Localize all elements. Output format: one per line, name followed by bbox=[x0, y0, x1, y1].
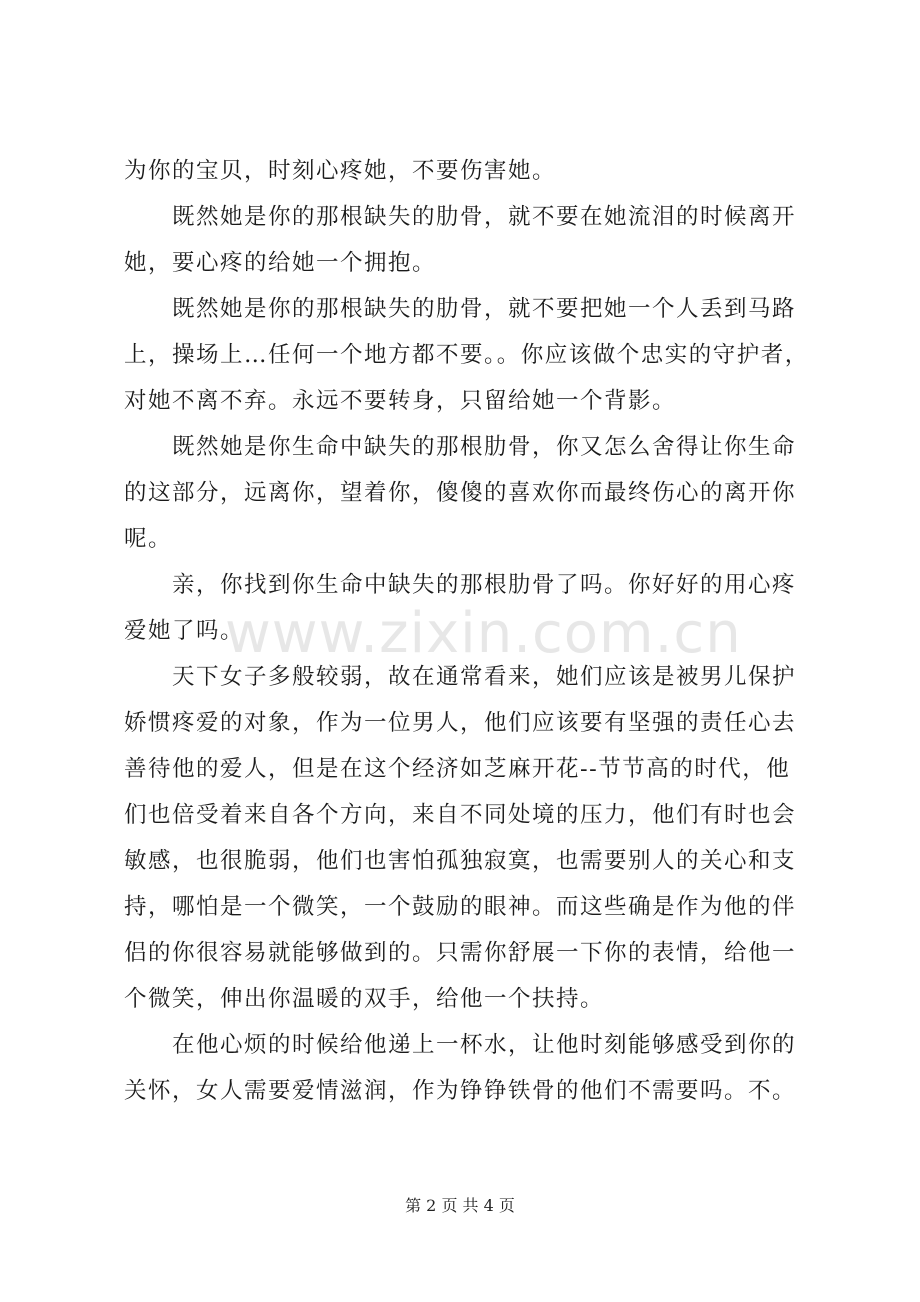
text-line: 在他心烦的时候给他递上一杯水，让他时刻能够感受到你的 bbox=[172, 1032, 797, 1058]
document-body bbox=[124, 148, 824, 1114]
page-footer: 第 2 页 共 4 页 bbox=[405, 1196, 515, 1215]
text-line: 既然她是你的那根缺失的肋骨，就不要把她一个人丢到马路 bbox=[172, 296, 797, 322]
text-line: 侣的你很容易就能够做到的。只需你舒展一下你的表情，给他一 bbox=[124, 940, 797, 966]
text-line: 天下女子多般较弱，故在通常看来，她们应该是被男儿保护 bbox=[172, 664, 797, 690]
text-line: 她，要心疼的给她一个拥抱。 bbox=[124, 250, 437, 276]
text-line: 的这部分，远离你，望着你，傻傻的喜欢你而最终伤心的离开你 bbox=[124, 480, 797, 506]
text-line: 既然她是你生命中缺失的那根肋骨，你又怎么舍得让你生命 bbox=[172, 434, 797, 460]
watermark: www.zixin.com.cn bbox=[225, 601, 742, 666]
text-line: 们也倍受着来自各个方向，来自不同处境的压力，他们有时也会 bbox=[124, 802, 797, 828]
text-line: 娇惯疼爱的对象，作为一位男人，他们应该要有坚强的责任心去 bbox=[124, 710, 797, 736]
text-line: 持，哪怕是一个微笑，一个鼓励的眼神。而这些确是作为他的伴 bbox=[124, 894, 797, 920]
text-line: 敏感，也很脆弱，他们也害怕孤独寂寞，也需要别人的关心和支 bbox=[124, 848, 797, 874]
text-line: 为你的宝贝，时刻心疼她，不要伤害她。 bbox=[124, 158, 557, 184]
text-line: 爱她了吗。 bbox=[124, 618, 245, 644]
text-line: 个微笑，伸出你温暖的双手，给他一个扶持。 bbox=[124, 986, 605, 1012]
text-line: 关怀，女人需要爱情滋润，作为铮铮铁骨的他们不需要吗。不。 bbox=[124, 1078, 797, 1104]
text-line: 善待他的爱人，但是在这个经济如芝麻开花--节节高的时代，他 bbox=[124, 756, 791, 782]
text-line: 亲，你找到你生命中缺失的那根肋骨了吗。你好好的用心疼 bbox=[172, 572, 797, 598]
text-line: 对她不离不弃。永远不要转身，只留给她一个背影。 bbox=[124, 388, 677, 414]
text-line: 上，操场上…任何一个地方都不要。。你应该做个忠实的守护者， bbox=[124, 342, 809, 368]
text-line: 呢。 bbox=[124, 526, 173, 552]
text-line: 既然她是你的那根缺失的肋骨，就不要在她流泪的时候离开 bbox=[172, 204, 797, 230]
